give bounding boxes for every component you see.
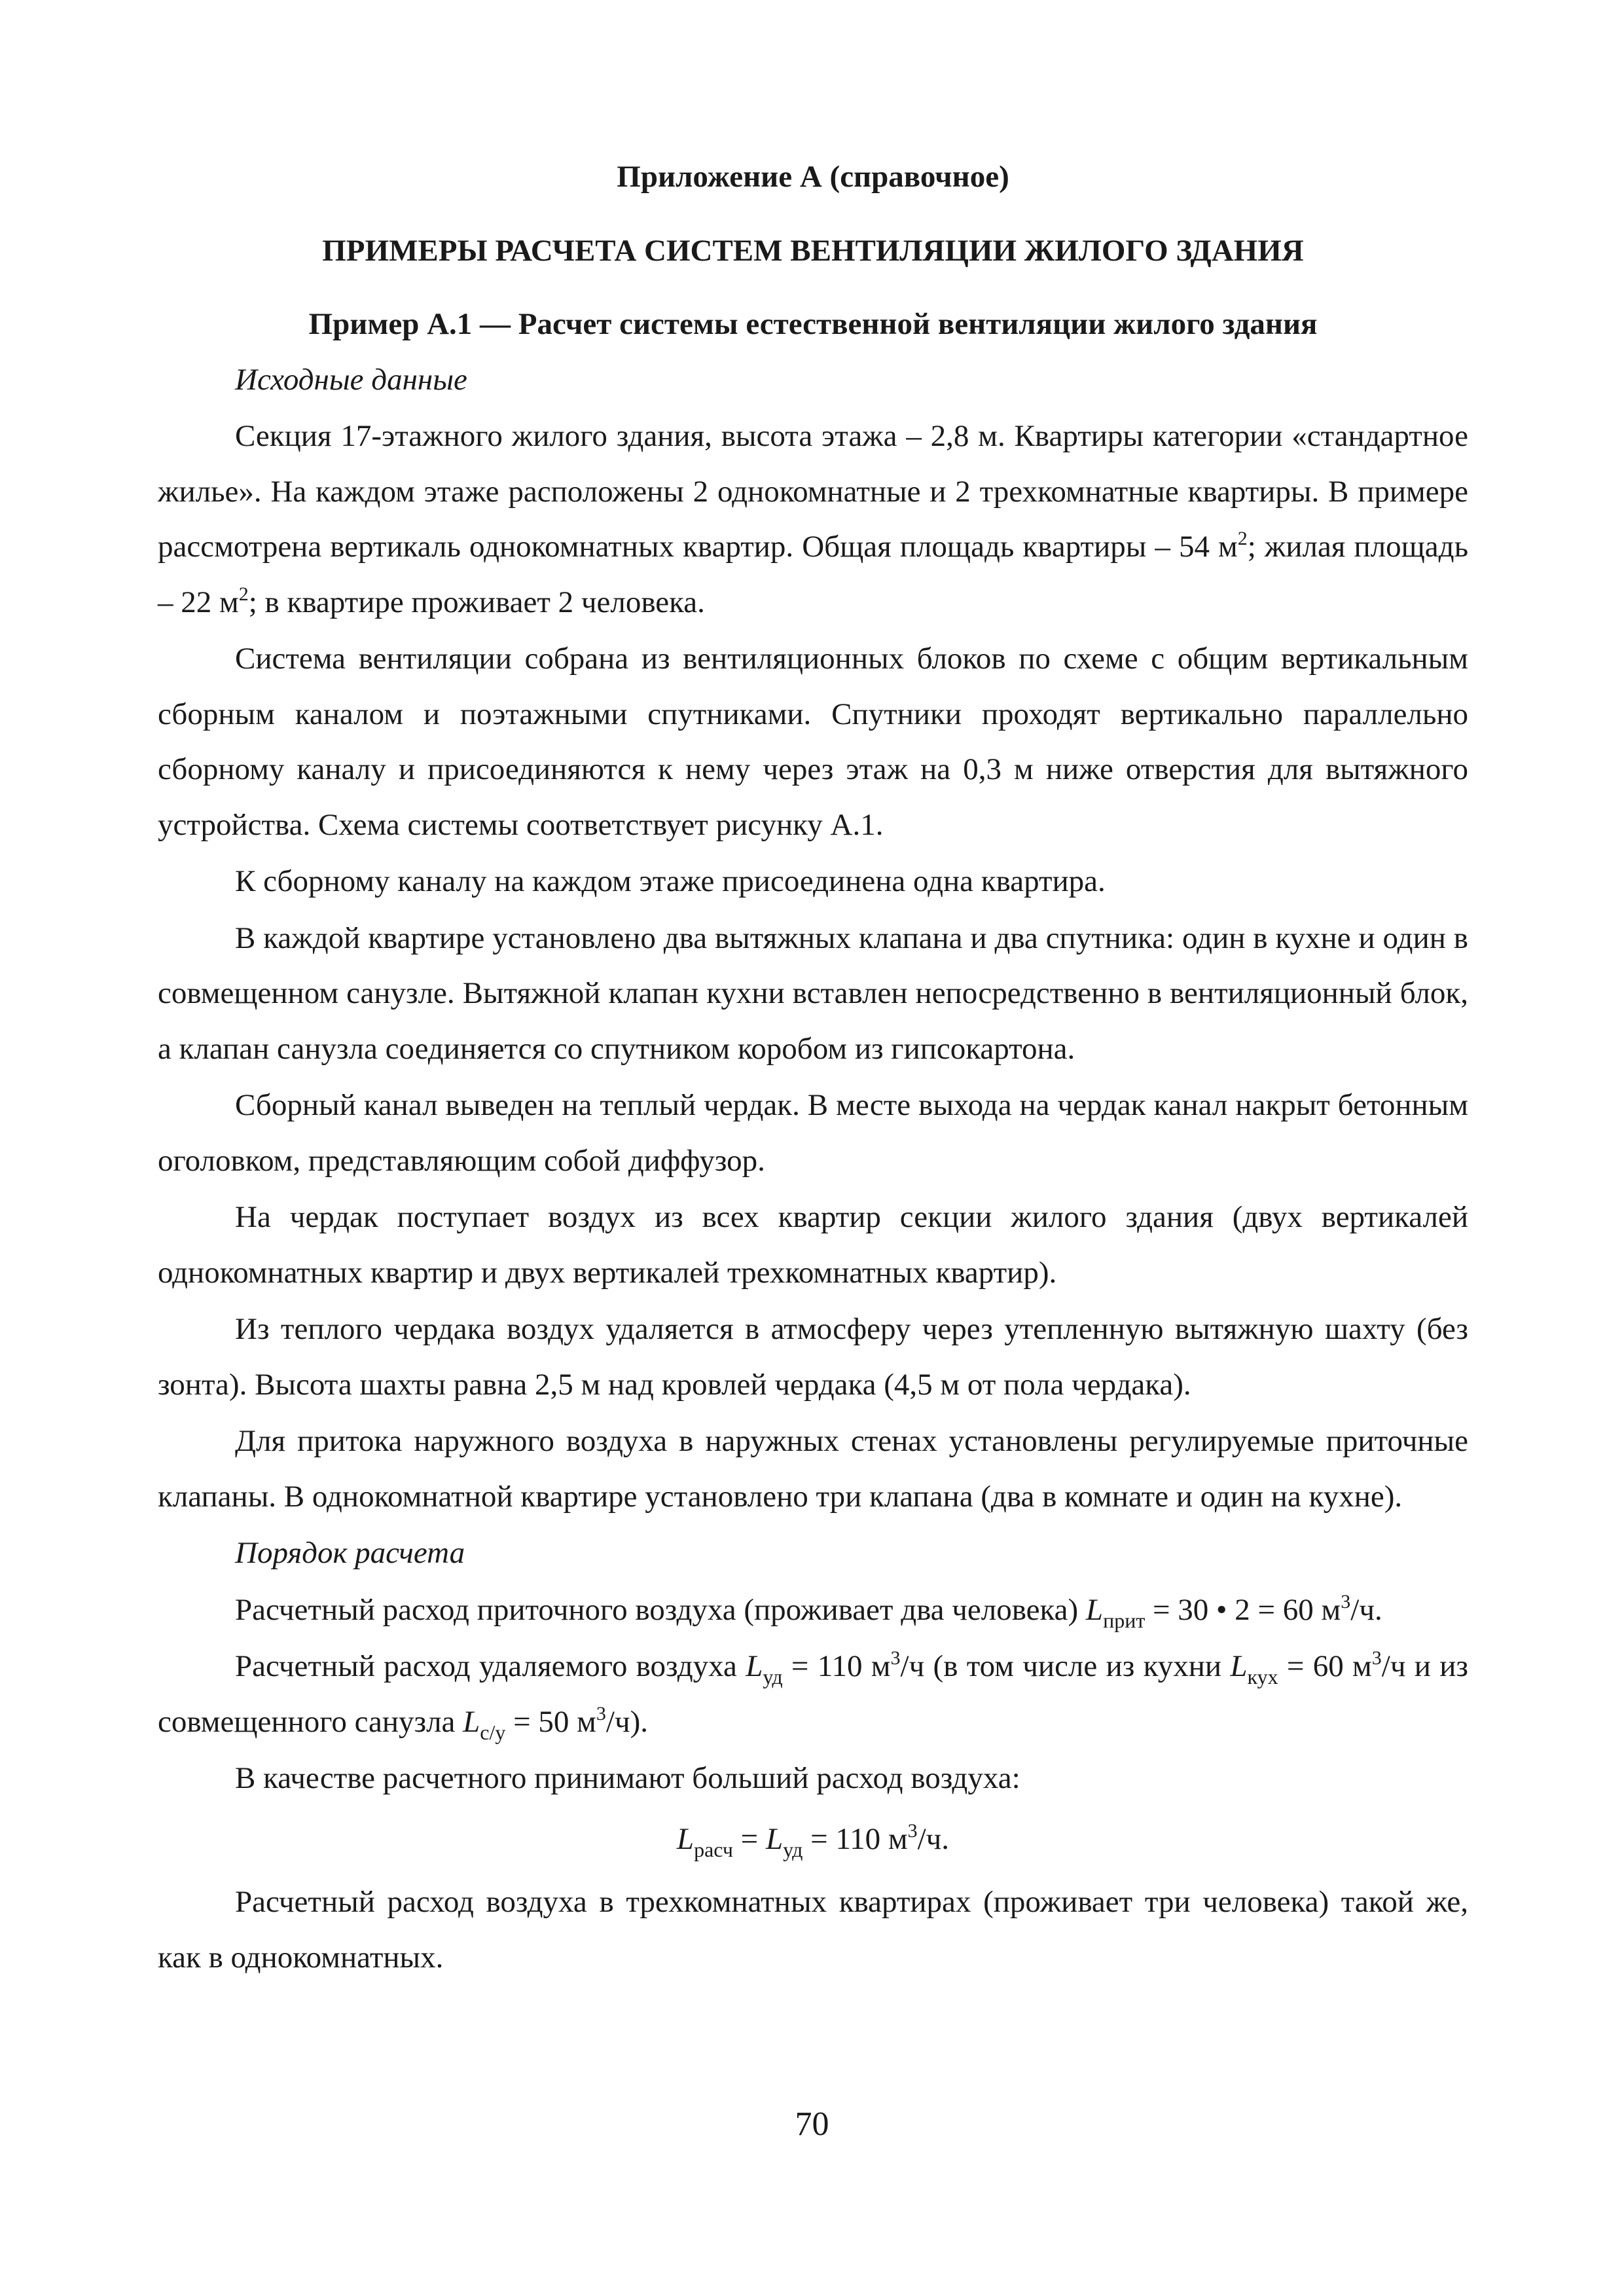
superscript: 2 (1237, 528, 1248, 549)
subheading-initial-data: Исходные данные (235, 362, 467, 397)
subheading-calculation: Порядок расчета (235, 1536, 465, 1570)
paragraph-section-description (158, 409, 1468, 630)
superscript: 3 (907, 1819, 918, 1842)
paragraph-exhaust-shaft: Из теплого чердака воздух удаляется в атмосферу через утепленную вытяжную шахту (без зонта). Высота шахты равна 2,5 м над кровлей чердака (4,5 м от пола чердака). (158, 1312, 1468, 1402)
subscript: расч (694, 1837, 733, 1861)
text-run: Расчетный расход приточного воздуха (проживает два человека) (235, 1592, 1086, 1627)
text-run: /ч. (917, 1821, 950, 1856)
paragraph-exhaust-flow (158, 1639, 1468, 1749)
superscript: 3 (1341, 1590, 1351, 1613)
variable: L (676, 1821, 695, 1856)
text-run: /ч). (605, 1704, 648, 1739)
variable: L (1085, 1592, 1104, 1627)
text-run: = 50 м (505, 1704, 596, 1739)
variable: L (1230, 1649, 1248, 1683)
text-run: = 30 • 2 = 60 м (1145, 1592, 1341, 1627)
design-flow-formula (158, 1812, 1468, 1867)
text-run: ; в квартире проживает 2 человека. (248, 585, 705, 619)
text-run: /ч. (1350, 1592, 1382, 1627)
paragraph-design-flow-intro: В качестве расчетного принимают больший расход воздуха: (235, 1761, 1020, 1795)
subscript: уд (763, 1665, 783, 1688)
variable: L (765, 1821, 784, 1856)
paragraph-collector-channel: К сборному каналу на каждом этаже присоединена одна квартира. (235, 864, 1106, 898)
subscript: прит (1103, 1608, 1146, 1632)
text-run: Расчетный расход удаляемого воздуха (235, 1649, 746, 1683)
text-run: /ч и из совмещенного санузла (158, 1649, 1468, 1739)
text-run: = 110 м (782, 1649, 891, 1683)
variable: L (746, 1649, 763, 1683)
superscript: 2 (238, 583, 249, 605)
paragraph-attic-air: На чердак поступает воздух из всех квартир секции жилого здания (двух вертикалей однокомнатных квартир и двух вертикалей трехкомнатных квартир). (158, 1200, 1468, 1290)
paragraph-supply-valves: Для притока наружного воздуха в наружных стенах установлены регулируемые приточные клапаны. В однокомнатной квартире установлено три клапана (два в комнате и один на кухне). (158, 1424, 1468, 1514)
text-run: /ч (в том числе из кухни (900, 1649, 1231, 1683)
paragraph-warm-attic: Сборный канал выведен на теплый чердак. В месте выхода на чердак канал накрыт бетонным оголовком, представляющим собой диффузор. (158, 1088, 1468, 1178)
text-run: Секция 17-этажного жилого здания, высота этажа – 2,8 м. Квартиры категории «стандартное жилье». На каждом этаже расположены 2 однокомнатные и 2 трехкомнатные квартиры. В примере рассмотрена вертикаль однокомнатных квартир. Общая площадь квартиры – 54 м (158, 419, 1468, 564)
paragraph-ventilation-system: Система вентиляции собрана из вентиляционных блоков по схеме с общим вертикальным сборным каналом и поэтажными спутниками. Спутники проходят вертикально параллельно сборному каналу и присоединяются к нему через этаж на 0,3 м ниже отверстия для вытяжного устройства. Схема системы соответствует рисунку А.1. (158, 642, 1468, 842)
text-run: = (732, 1821, 766, 1856)
variable: L (463, 1704, 480, 1739)
superscript: 3 (596, 1702, 606, 1724)
page-number: 70 (795, 2105, 829, 2143)
section-title: ПРИМЕРЫ РАСЧЕТА СИСТЕМ ВЕНТИЛЯЦИИ ЖИЛОГО ЗДАНИЯ (322, 233, 1304, 268)
superscript: 3 (1371, 1647, 1382, 1669)
appendix-title: Приложение А (справочное) (617, 160, 1009, 194)
subscript: кух (1247, 1665, 1278, 1688)
superscript: 3 (890, 1647, 901, 1669)
text-run: = 110 м (803, 1821, 908, 1856)
page-content (158, 149, 1468, 1986)
paragraph-exhaust-valves: В каждой квартире установлено два вытяжных клапана и два спутника: один в кухне и один в совмещенном санузле. Вытяжной клапан кухни вставлен непосредственно в вентиляционный блок, а клапан санузла соединяется со спутником коробом из гипсокартона. (158, 920, 1468, 1066)
subscript: с/у (480, 1720, 506, 1744)
example-title: Пример А.1 — Расчет системы естественной вентиляции жилого здания (308, 307, 1318, 341)
text-run: = 60 м (1278, 1649, 1372, 1683)
text-run: ; жилая площадь – 22 м (158, 530, 1468, 619)
subscript: уд (783, 1837, 803, 1861)
paragraph-supply-flow (158, 1582, 1468, 1638)
paragraph-three-room-flow: Расчетный расход воздуха в трехкомнатных квартирах (проживает три человека) такой же, как в однокомнатных. (158, 1885, 1468, 1975)
